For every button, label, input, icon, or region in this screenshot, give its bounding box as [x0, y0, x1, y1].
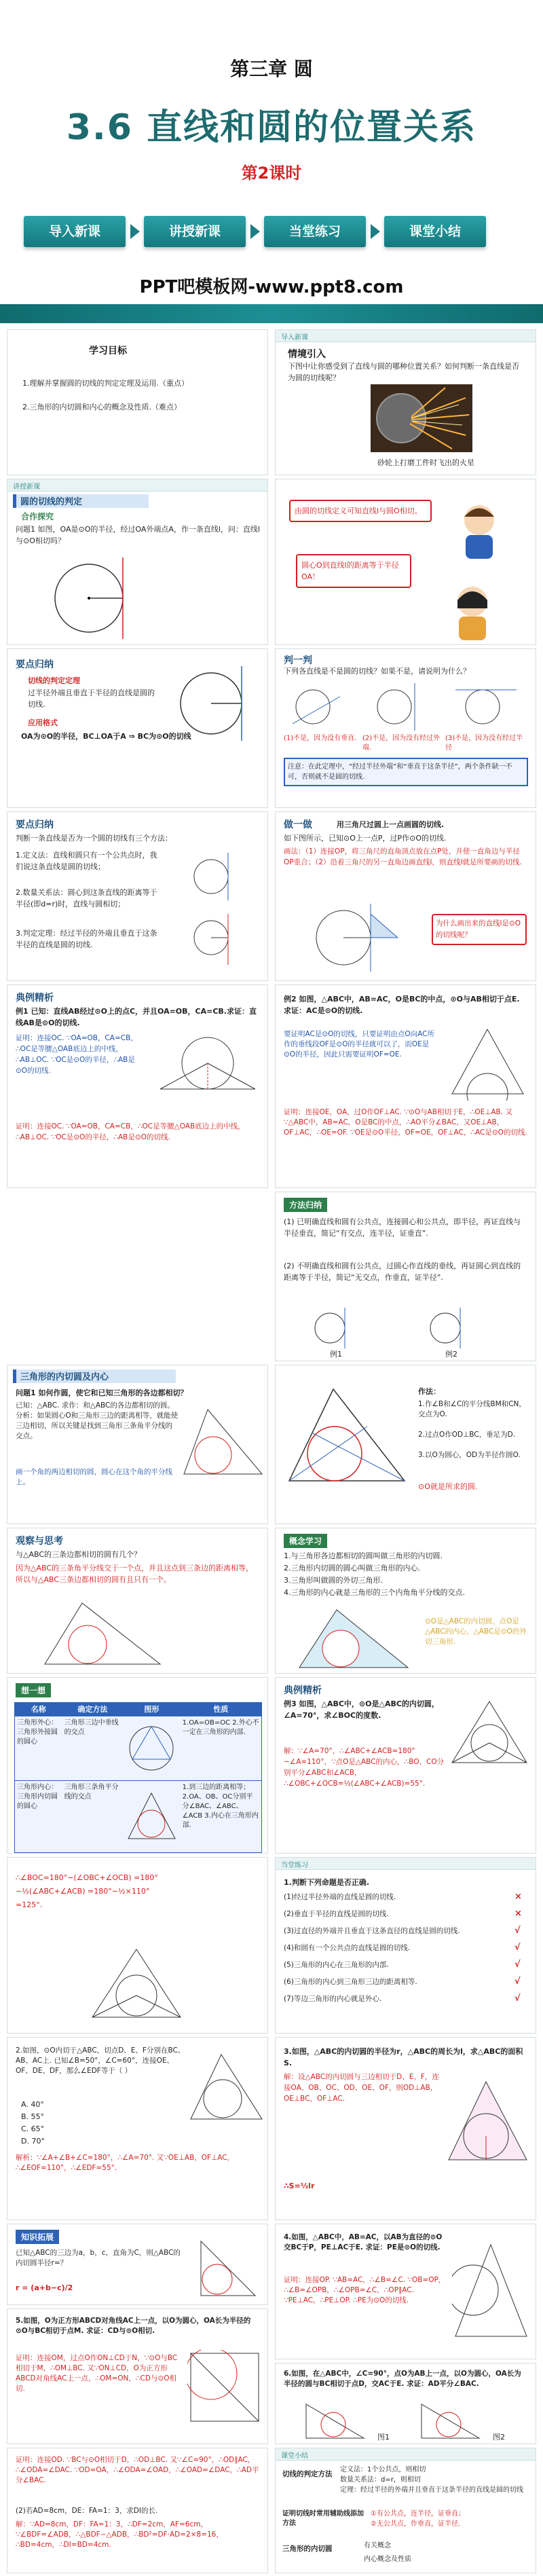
- col-property: 性质: [213, 1705, 229, 1714]
- ex1-heading: 典例精析: [16, 993, 54, 1004]
- practice-item-7: (7)等边三角形的内心就是外心.: [284, 1995, 382, 2003]
- practice-item-3: (3)过直径的外端并且垂直于这条直径的直线是圆的切线.: [284, 1927, 460, 1935]
- teal-band: [0, 304, 543, 323]
- ex2-proof: 证明：连接OE，OA，过O作OF⊥AC. ∵⊙O与AB相切于E，∴OE⊥AB. 又∵△ABC中，AB=AC，O是BC的中点，∴AO平分∠BAC，又OE⊥AB，OF⊥AC，∴OE=OF. ∵OE是⊙O半径，OF=OE，OF⊥AC，∴AC是⊙O的切线.: [284, 1108, 527, 1137]
- ex3-figure-2: [89, 1946, 184, 2021]
- step-3: 3.以O为圆心，OD为半径作圆O.: [418, 1451, 521, 1459]
- compare-table: [14, 1702, 262, 1853]
- row2-name: 三角形内心：三角形内切圆的圆心: [17, 1784, 58, 1810]
- slide-practice-5: [7, 2308, 268, 2444]
- summary-a3: 定理：经过半径的外端并且垂直于这条半径的直线是圆的切线: [340, 2486, 523, 2494]
- nav-intro[interactable]: 导入新课: [24, 216, 126, 247]
- mark-3: √: [514, 1926, 521, 1936]
- answer-1: (1)不是，因为没有垂直.: [284, 735, 357, 742]
- steps-result: ⊙O就是所求的圆.: [418, 1482, 478, 1491]
- extension-figure: [198, 2238, 259, 2299]
- title-area: [0, 0, 543, 231]
- answer-3: (3)不是，因为没有经过半径: [445, 735, 523, 752]
- mark-5: √: [514, 1959, 521, 1970]
- ex3-figure: [449, 1698, 530, 1766]
- row1-method: 三角形三边中垂线的交点: [64, 1719, 119, 1736]
- ex2-figure: [445, 1026, 530, 1101]
- incircle-icon: [126, 1791, 177, 1842]
- practice-item-6: (6)三角形的内心到三角形三边的距离相等.: [284, 1978, 417, 1986]
- col-method: 确定方法: [77, 1705, 108, 1714]
- row2-method: 三角形三条角平分线的交点: [64, 1784, 119, 1801]
- nav-teach[interactable]: 讲授新课: [144, 216, 246, 247]
- ex1-proof-hint: 证明：连接OC. ∵OA=OB，CA=CB，∴OC是等腰△OAB底边上的中线，∴AB⊥OC. ∵OC是⊙O的半径，∴AB是⊙O的切线.: [16, 1034, 138, 1075]
- slide-tag: 课堂小结: [281, 2452, 308, 2460]
- slide-header: [276, 2448, 536, 2461]
- section-bar: [13, 1369, 176, 1383]
- lesson-title: 3.6 直线和圆的位置关系: [66, 107, 477, 148]
- nav-summary[interactable]: 课堂小结: [384, 216, 486, 247]
- circumcircle-icon: [126, 1723, 177, 1774]
- p2-option-c[interactable]: C. 65°: [21, 2124, 45, 2133]
- slide-example-3: [275, 1677, 536, 1854]
- methods-heading: 要点归纳: [16, 820, 54, 830]
- goals-heading: 学习目标: [89, 346, 127, 356]
- table-header: [15, 1703, 261, 1716]
- theorem-figure: [174, 663, 262, 744]
- slide-header: [7, 479, 267, 492]
- slide-header: [276, 330, 536, 342]
- slide-practice-4: [275, 2224, 536, 2359]
- incircle-question: 问题1 如何作圆，使它和已知三角形的各边都相切？: [16, 1388, 188, 1397]
- p6-fig2-label: 图2: [493, 2433, 505, 2442]
- p2-option-a[interactable]: A. 40°: [21, 2100, 44, 2109]
- ex3-problem: 例3 如图，△ABC中，⊙O是△ABC的内切圆，∠A=70°，求∠BOC的度数.: [284, 1699, 439, 1720]
- nav-arrow-2: [250, 224, 260, 239]
- doit-tip: 为什么画出来的直线l是⊙O的切线呢？: [432, 914, 527, 945]
- doit-question: 如下图所示，已知⊙O上一点P，过P作⊙O的切线.: [284, 834, 447, 843]
- method-figures: [303, 1308, 506, 1348]
- p6-question: 6.如图，在△ABC中，∠C=90°，点O为AB上一点，以O为圆心，OA长为半径的圆与BC相切于点D，交AC于E. 求证：AD平分∠BAC.: [284, 2370, 521, 2388]
- intro-text: 下图中让你感受到了直线与圆的哪种位置关系？如何判断一条直线是否为圆的切线呢？: [288, 362, 519, 382]
- fig-label-1: 例1: [330, 1350, 342, 1359]
- concept-1: 1.与三角形各边都相切的圆叫做三角形的内切圆.: [284, 1551, 443, 1560]
- summary-b2: ②无公共点，作垂直，证半径.: [371, 2520, 461, 2528]
- nav-arrow-1: [130, 224, 140, 239]
- explore-title: 合作探究: [21, 512, 54, 521]
- sparks-photo: [371, 384, 472, 452]
- slide-tag: 导入新课: [281, 334, 308, 342]
- p6-figures: [303, 2401, 506, 2442]
- nav-arrow-3: [371, 224, 380, 239]
- p3-solution: 解：设△ABC的内切圆与三边相切于D、E、F，连接OA、OB、OC、OD、OE、OF，则OD⊥AB，OE⊥BC，OF⊥AC.: [284, 2073, 439, 2103]
- ex3-result: ∴∠BOC=180°−(∠OBC+∠OCB) =180°−½(∠ABC+∠ACB) =180°−½×110° =125°.: [16, 1873, 158, 1909]
- slide-tag: 讲授新课: [13, 483, 40, 491]
- slide-extension: [7, 2224, 268, 2305]
- ex2-hint: 要证明AC是⊙O的切线，只要证明由点O向AC所作的垂线段OF是⊙O的半径就可以了，而OE是⊙O的半径，因此只需要证明OF=OE.: [284, 1030, 434, 1059]
- concept-2: 2.三角形内切圆的圆心叫做三角形的内心.: [284, 1564, 420, 1572]
- slide-tangent-bubbles: [275, 479, 536, 645]
- slide-header: [276, 1858, 536, 1870]
- usage-formula: OA为⊙O的半径，BC⊥OA于A ⇒ BC为⊙O的切线: [21, 732, 191, 741]
- slide-incircle: [7, 1365, 268, 1524]
- incircle-analysis: 已知：△ABC. 求作：和△ABC的各边都相切的圆。分析：如果圆心O和三角形三边的距离相等，就能使三边相切，所以关键是找到三角形三条角平分线的交点。: [16, 1401, 179, 1440]
- step-2: 2.过点O作OD⊥BC，垂足为D.: [418, 1431, 516, 1439]
- chapter-title: 第三章 圆: [230, 58, 313, 80]
- observe-answer: 因为△ABC的三条角平分线交于一个点，并且这点到三条边的距离相等，所以与△ABC三条边都相切的圆有且只有一个。: [16, 1564, 254, 1584]
- slide-summary: [275, 2448, 536, 2573]
- ex3-steps: 解：∵∠A=70°，∴∠ABC+∠ACB=180°−∠A=110°，∵点O是△ABC的内心，∴BO、CO分别平分∠ABC和∠ACB，∴∠OBC+∠OCB=½(∠ABC+∠ACB)=55°.: [284, 1747, 445, 1788]
- incircle-extra: 画一个角的两边相切的圆，圆心在这个角的平分线上。: [16, 1468, 172, 1486]
- construction-figure: [286, 1386, 408, 1488]
- mark-2: ×: [514, 1909, 522, 1919]
- section-title: 三角形的内切圆及内心: [20, 1372, 109, 1382]
- fig-label-2: 例2: [445, 1350, 457, 1359]
- ex3-heading: 典例精析: [284, 1685, 322, 1696]
- p5-figure: [187, 2350, 262, 2425]
- answer-2: (2)不是，因为没有经过外端.: [362, 735, 441, 752]
- summary-a2: 数量关系法：d=r，则相切: [340, 2476, 421, 2484]
- table-row: [15, 1781, 261, 1852]
- row2-property: 1.到三边的距离相等；2.OA、OB、OC分别平分∠BAC、∠ABC、∠ACB 3.内心在三角形内部.: [182, 1784, 259, 1829]
- practice-item-2: (2)垂直于半径的直线是圆的切线.: [284, 1910, 389, 1918]
- slide-practice-2: [7, 2037, 268, 2220]
- judge-figures: [286, 683, 523, 731]
- table-row: [15, 1716, 261, 1781]
- observe-heading: 观察与思考: [16, 1536, 63, 1547]
- intro-heading: 情境引入: [288, 349, 326, 360]
- slide-concepts: [275, 1528, 536, 1674]
- row1-name: 三角形外心：三角形外接圆的圆心: [17, 1719, 58, 1746]
- concept-note: ⊙O是△ABC的内切圆，点O是△ABC的内心，△ABC是⊙O的外切三角形.: [425, 1617, 527, 1646]
- circle-figure: [48, 554, 143, 642]
- slide-judge: [275, 648, 536, 808]
- theorem-text: 过半径外端且垂直于半径的直线是圆的切线.: [28, 688, 155, 709]
- row1-figure: [123, 1716, 181, 1780]
- summary-a1: 定义法：1个公共点，则相切: [340, 2466, 426, 2473]
- note-box: 注意：在此定理中，“经过半径外端”和“垂直于这条半径”，两个条件缺一不可，否则就不是圆的切线.: [284, 758, 528, 786]
- slide-tag: 当堂练习: [281, 1862, 308, 1869]
- theorem-title: 切线的判定定理: [28, 676, 80, 685]
- slide-method-summary: [275, 1192, 536, 1361]
- p6-fig1-label: 图1: [377, 2433, 390, 2442]
- ex1-problem: 例1 已知：直线AB经过⊙O上的点C，并且OA=OB，CA=CB.求证：直线AB是⊙O的切线.: [16, 1007, 257, 1027]
- p3-question: 3.如图，△ABC的内切圆的半径为r，△ABC的周长为l，求△ABC的面积S.: [284, 2047, 523, 2067]
- slide-observe: [7, 1528, 268, 1674]
- extension-question: 已知△ABC的三边为a，b，c，直角为C，则△ABC的内切圆半径r=？: [16, 2249, 181, 2267]
- col-name: 名称: [31, 1705, 46, 1714]
- slide-practice-7: [7, 2448, 268, 2573]
- row2-figure: [123, 1781, 181, 1852]
- summary-incircle: 三角形的内切圆: [282, 2545, 333, 2553]
- observe-question: 与△ABC的三条边都相切的圆有几个？: [16, 1550, 142, 1559]
- ex1-figure: [153, 1033, 262, 1121]
- extension-heading: 知识拓展: [16, 2230, 59, 2244]
- slide-practice-6: [275, 2363, 536, 2444]
- mark-4: √: [514, 1943, 521, 1953]
- p2-option-d[interactable]: D. 70°: [21, 2137, 45, 2146]
- methods-figures: [177, 853, 259, 968]
- concept-3: 3.三角形叫做圆的外切三角形.: [284, 1576, 383, 1585]
- steps-title: 作法：: [418, 1387, 441, 1396]
- goal-2: 2.三角形的内切圆和内心的概念及性质.（难点）: [22, 403, 181, 411]
- p7-part2-solution: 解：∵AD=8cm，DF：FA=1：3，∴DF=2cm，AF=6cm，∵∠BDF=∠ADB，∴△BDF∽△ADB，∴BD²=DF·AD=2×8=16，∴BD=4cm，∴DI=BD=4cm.: [16, 2520, 223, 2549]
- method-1: 1.定义法：直线和圆只有一个公共点时，我们说这条直线是圆的切线；: [16, 851, 157, 871]
- extension-formula: r = (a+b−c)/2: [16, 2283, 73, 2292]
- summary-c2: 内心概念及性质: [364, 2556, 411, 2563]
- mark-6: √: [514, 1976, 521, 1987]
- doit-text: 用三角尺过圆上一点画圆的切线.: [337, 820, 445, 829]
- slide-example-2: [275, 985, 536, 1188]
- photo-caption: 砂轮上打磨工件时飞出的火星: [377, 458, 474, 467]
- p4-question: 4.如图，△ABC中，AB=AC，以AB为直径的⊙O交BC于P，PE⊥AC于E. 求证：PE是⊙O的切线.: [284, 2233, 443, 2251]
- p2-figure: [187, 2051, 265, 2126]
- slide-do-it: [275, 811, 536, 981]
- doit-solution: 画法：（1）连接OP，将三角尺的直角顶点放在点P处，并使一直角边与半径OP重合；（2）沿着三角尺的另一直角边画直线l，则直线l就是所要画的切线.: [284, 847, 522, 866]
- p4-figure: [452, 2241, 530, 2343]
- slide-intro: [275, 329, 536, 475]
- compare-heading: 想一想: [16, 1683, 51, 1697]
- incircle-figure: [181, 1406, 265, 1481]
- concept-figure: [296, 1606, 411, 1671]
- summary-aux-lines: 证明切线时常用辅助线添加方法: [282, 2510, 364, 2527]
- section-bar: [13, 494, 149, 508]
- methods-intro: 判断一条直线是否为一个圆的切线有三个方法：: [16, 834, 172, 843]
- slide-tangent-judge: [7, 479, 268, 645]
- slide-goals: [7, 329, 268, 475]
- slide-three-methods: [7, 811, 268, 981]
- summary-c1: 有关概念: [364, 2542, 391, 2550]
- p6-proof: 证明：连接OD. ∵BC与⊙O相切于D，∴OD⊥BC. 又∵∠C=90°，∴OD∥AC，∴∠ODA=∠DAC. ∵OD=OA，∴∠ODA=∠OAD，∴∠OAD=∠DAC，∴AD平分∠BAC.: [16, 2456, 259, 2484]
- p5-proof: 证明：连接OM，过点O作ON⊥CD于N，∵⊙O与BC相切于M，∴OM⊥BC. 又∵ON⊥CD，O为正方形ABCD对角线AC上一点，∴OM=ON，∴CD与⊙O相切.: [16, 2354, 178, 2393]
- usage-title: 应用格式: [28, 718, 58, 727]
- bubble-definition: 由圆的切线定义可知直线l与圆O相切。: [289, 500, 432, 522]
- student-avatar-1: [452, 500, 506, 561]
- p2-solution: 解析：∵∠A+∠B+∠C=180°，∴∠A=70°. 又∵OE⊥AB，OF⊥AC，∴∠EOF=110°，∴∠EDF=55°.: [16, 2154, 235, 2172]
- practice-item-1: (1)经过半径外端的直线是圆的切线.: [284, 1893, 396, 1901]
- judge-heading: 判一判: [284, 655, 312, 666]
- doit-figure: [303, 900, 405, 975]
- slide-example-1: [7, 985, 268, 1188]
- method-3: 3.判定定理：经过半径的外端且垂直于这条半径的直线是圆的切线.: [16, 929, 157, 949]
- nav-practice[interactable]: 当堂练习: [264, 216, 366, 247]
- doit-heading: 做一做: [284, 820, 312, 830]
- concepts-heading: 概念学习: [284, 1534, 327, 1548]
- row1-property: 1.OA=OB=OC 2.外心不一定在三角形的内部.: [182, 1719, 259, 1736]
- keypoint-heading: 要点归纳: [16, 659, 54, 670]
- p2-option-b[interactable]: B. 55°: [21, 2112, 45, 2121]
- goal-1: 1.理解并掌握圆的切线的判定定理及运用.（重点）: [22, 379, 189, 388]
- method-heading: 方法归纳: [284, 1198, 327, 1212]
- method-p1: (1) 已明确直线和圆有公共点，连接圆心和公共点，即半径，再证直线与半径垂直，简记“有交点，连半径，证垂直”.: [284, 1217, 521, 1238]
- col-figure: 图形: [144, 1705, 160, 1714]
- step-1: 1.作∠B和∠C的平分线BM和CN，交点为O.: [418, 1400, 526, 1418]
- student-avatar-2: [445, 581, 500, 642]
- method-2: 2.数量关系法：圆心到这条直线的距离等于半径(即d=r)时，直线与圆相切；: [16, 888, 157, 908]
- mark-1: ×: [514, 1892, 522, 1902]
- practice-item-4: (4)和圆有一个公共点的直线是圆的切线.: [284, 1944, 411, 1952]
- slide-example-3-cont: [7, 1857, 268, 2034]
- mark-7: √: [514, 1993, 521, 2004]
- p3-formula: ∴S=½lr: [284, 2182, 315, 2190]
- ex2-problem: 例2 如图，△ABC中，AB=AC，O是BC的中点，⊙O与AB相切于点E. 求证：AC是⊙O的切线.: [284, 995, 520, 1015]
- section-title: 圆的切线的判定: [20, 497, 83, 507]
- p2-question: 2.如图，⊙O内切于△ABC，切点D、E、F分别在BC、AB、AC上. 已知∠B=50°，∠C=60°，连接OE、OF、DE、DF，那么∠EDF等于（ ）: [16, 2046, 185, 2075]
- site-name: PPT吧模板网-www.ppt8.com: [139, 277, 404, 297]
- slide-practice-3: [275, 2037, 536, 2220]
- ex1-proof: 证明：连接OC. ∵OA=OB，CA=CB，∴OC是等腰△OAB底边上的中线，∴AB⊥OC. ∵OC是⊙O的半径，∴AB是⊙O的切线.: [16, 1122, 245, 1141]
- slide-practice-judge: [275, 1857, 536, 2034]
- p5-question: 5.如图，O为正方形ABCD对角线AC上一点，以O为圆心，OA长为半径的⊙O与BC相切于点M. 求证：CD与⊙O相切.: [16, 2317, 251, 2335]
- judge-text: 下列各直线是不是圆的切线？如果不是，请说明为什么？: [284, 667, 470, 676]
- p7-part2: (2)若AD=8cm，DE：FA=1：3，求DI的长.: [16, 2507, 158, 2515]
- concept-4: 4.三角形的内心就是三角形的三个内角角平分线的交点.: [284, 1588, 465, 1597]
- practice-intro: 1.判断下列命题是否正确.: [284, 1878, 370, 1887]
- observe-figure: [41, 1600, 164, 1668]
- p4-proof: 证明：连接OP. ∵AB=AC，∴∠B=∠C. ∵OB=OP，∴∠B=∠OPB，∴∠OPB=∠C，∴OP∥AC. ∵PE⊥AC，∴PE⊥OP. ∴PE为⊙O的切线.: [284, 2276, 446, 2304]
- slide-compare: [7, 1677, 268, 1854]
- p3-figure: [445, 2078, 530, 2167]
- slide-key-point: [7, 648, 268, 808]
- summary-tangent-methods: 切线的判定方法: [282, 2470, 333, 2478]
- lesson-subtitle: 第2课时: [241, 164, 302, 183]
- summary-b1: ①有公共点，连半径，证垂直；: [371, 2510, 465, 2518]
- bubble-distance: 圆心O到直线l的距离等于半径OA！: [296, 554, 411, 588]
- slide-incircle-steps: [275, 1365, 536, 1524]
- method-p2: (2) 不明确直线和圆有公共点，过圆心作直线的垂线，再证圆心到直线的距离等于半径，简记“无交点，作垂直，证半径”.: [284, 1262, 521, 1282]
- practice-item-5: (5)三角形的内心在三角形的内部.: [284, 1961, 389, 1969]
- question-1: 问题1 如图，OA是⊙O的半径，经过OA外端点A，作一条直线l，问：直线l与⊙O相切吗？: [16, 525, 260, 545]
